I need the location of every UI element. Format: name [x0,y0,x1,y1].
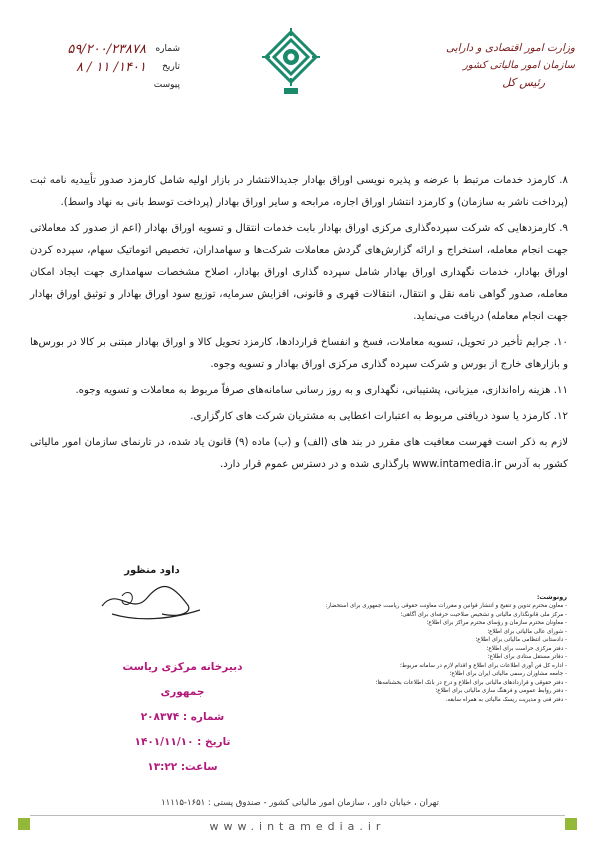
cc-item: - مرکز ملی قانونگذاری مالیاتی و تشخیص صلاحیت حرفه‌ای برای آگاهی؛ [400,611,567,618]
paragraph-number: ۹. [559,223,568,234]
cc-item: - دادستانی انتظامی مالیاتی برای اطلاع؛ [475,637,567,643]
stamp-office: دبیرخانه مرکزی ریاست جمهوری [122,661,243,698]
number-label: شماره [155,44,180,54]
paragraph-text: جرایم تأخیر در تحویل، تسویه معاملات، فسخ و انفساخ قراردادها، کارمزد تحویل کالا و اوراق بهادار مبتنی بر کالا در بورس‌ها و بازارهای خارج از بورس و شرکت سپرده گذاری مرکزی اوراق بهادار و تسویه وجوه. [30,337,568,370]
stamp-number: شماره : ۲۰۸۳۷۴ [140,711,225,723]
number-value: ۵۹/۲۰۰/۲۳۸۷۸ [67,41,146,57]
paragraph-text: هزینه راه‌اندازی، میزبانی، پشتیبانی، نگهداری و به روز رسانی سامانه‌های صرفاً مربوط به معاملات و تسویه وجوه. [75,385,551,396]
cc-list [267,592,567,704]
stamp-time: ساعت: ۱۳:۲۲ [147,761,218,773]
date-value: ۱۴۰۱/ ۱۱ / ۸ [75,59,146,75]
footer-website: www.intamedia.ir [209,820,386,833]
letter-attachment-row [40,76,180,94]
cc-item: - معاون محترم تدوین و تنقیح و انتشار قوانین و مقررات معاونت حقوقی ریاست جمهوری برای استحضار: [325,603,567,609]
paragraph-text: کارمزد یا سود دریافتی مربوط به اعتبارات اعطایی به مشتریان شرکت های کارگزاری. [190,411,551,422]
letter-date-row [40,58,180,76]
cc-item: - دفتر روابط عمومی و فرهنگ سازی مالیاتی برای اطلاع؛ [435,688,567,694]
footer-divider [30,815,565,816]
cc-item: - اداره کل فن آوری اطلاعات برای اطلاع و اقدام لازم در سامانه مربوط؛ [400,662,567,669]
letter-body [30,170,568,480]
paragraph-number: ۱۱. [553,385,568,396]
paragraph-9 [30,218,568,328]
signatory-name: داود منظور [124,565,180,576]
paragraph-number: ۱۰. [553,337,568,348]
organization-logo-icon [262,28,320,98]
closing-paragraph: لازم به ذکر است فهرست معافیت های مقرر در بند های (الف) و (ب) ماده (۹) قانون یاد شده، در تارنمای سازمان امور مالیاتی کشور به آدرس www.intamedia.ir بارگذاری شده و در دسترس عموم قرار دارد. [30,437,569,470]
letter-number-row [40,40,180,58]
paragraph-number: ۸. [559,175,568,186]
cc-item: - دفتر مرکزی حراست برای اطلاع؛ [486,645,567,652]
cc-item: - معاونان محترم سازمان و رؤسای محترم مراکز برای اطلاع؛ [426,620,567,626]
paragraph-8 [30,170,568,214]
cc-title: رونوشت: [536,593,567,601]
ministry-name: وزارت امور اقتصادی و دارایی [445,42,575,54]
paragraph-text: کارمزد خدمات مرتبط با عرضه و پذیره نویسی اوراق بهادار جدیدالانتشار در بازار اولیه شامل کارمزد صدور تأییدیه نامه ثبت (پرداخت ناشر به سازمان) و کارمزد انتشار اوراق اجاره، مرابحه و سایر اوراق بهادار (پرداخت توسط بانی به نهاد واسط). [30,175,568,208]
paragraph-12 [30,406,568,428]
paragraph-11 [30,380,568,402]
cc-item: - جامعه مشاوران رسمی مالیاتی ایران برای اطلاع؛ [449,671,567,677]
position-title: رئیس کل [502,76,545,89]
cc-item: - دفتر حقوقی و قراردادهای مالیاتی برای اطلاع و درج در بانک اطلاعات بخشنامه‌ها؛ [375,679,567,686]
handwritten-signature-icon [92,576,212,626]
attachment-label: پیوست [153,80,180,90]
corner-mark-left-icon [18,818,30,830]
registry-stamp [110,655,255,780]
letter-meta [40,40,180,94]
signature-block [92,565,212,630]
cc-item: - شورای عالی مالیاتی برای اطلاع؛ [487,628,567,635]
cc-item: - دفتر فنی و مدیریت ریسک مالیاتی به همراه سابقه. [445,696,567,703]
letterhead-organization [425,40,575,91]
date-label: تاریخ [162,62,180,72]
paragraph-number: ۱۲. [553,411,568,422]
corner-mark-right-icon [565,818,577,830]
paragraph-text: کارمزدهایی که شرکت سپرده‌گذاری مرکزی اوراق بهادار بابت خدمات انتقال و تسویه اوراق بهادار (اعم از صدور کد معاملاتی جهت انجام معامله، استخراج و ارائه گزارش‌های گردش معاملات شرکت‌ها و سهامداران، تخصیص اتوماتیک سهام، سپرده کردن اوراق بهادار، خدمات نگهداری اوراق بهادار شامل سپرده گذاری اوراق بهادار، اصلاح مشخصات سهامداری جهت ایجاد امکان معامله، صدور گواهی نامه نقل و انتقال، انتقالات قهری و قانونی، افزایش سرمایه، توزیع سود اوراق بهادار و توثیق اوراق بهادار جهت انجام معامله) دریافت می‌نماید. [30,223,568,322]
stamp-date: تاریخ : ۱۴۰۱/۱۱/۱۰ [134,736,231,748]
cc-item: - دفاتر مستقل ستادی برای اطلاع؛ [487,654,567,660]
organization-name: سازمان امور مالیاتی کشور [463,60,575,71]
footer-address: تهران ، خیابان داور ، سازمان امور مالیاتی کشور - صندوق پستی : ۱۶۵۱-۱۱۱۱۵ [161,798,439,808]
paragraph-10 [30,332,568,376]
